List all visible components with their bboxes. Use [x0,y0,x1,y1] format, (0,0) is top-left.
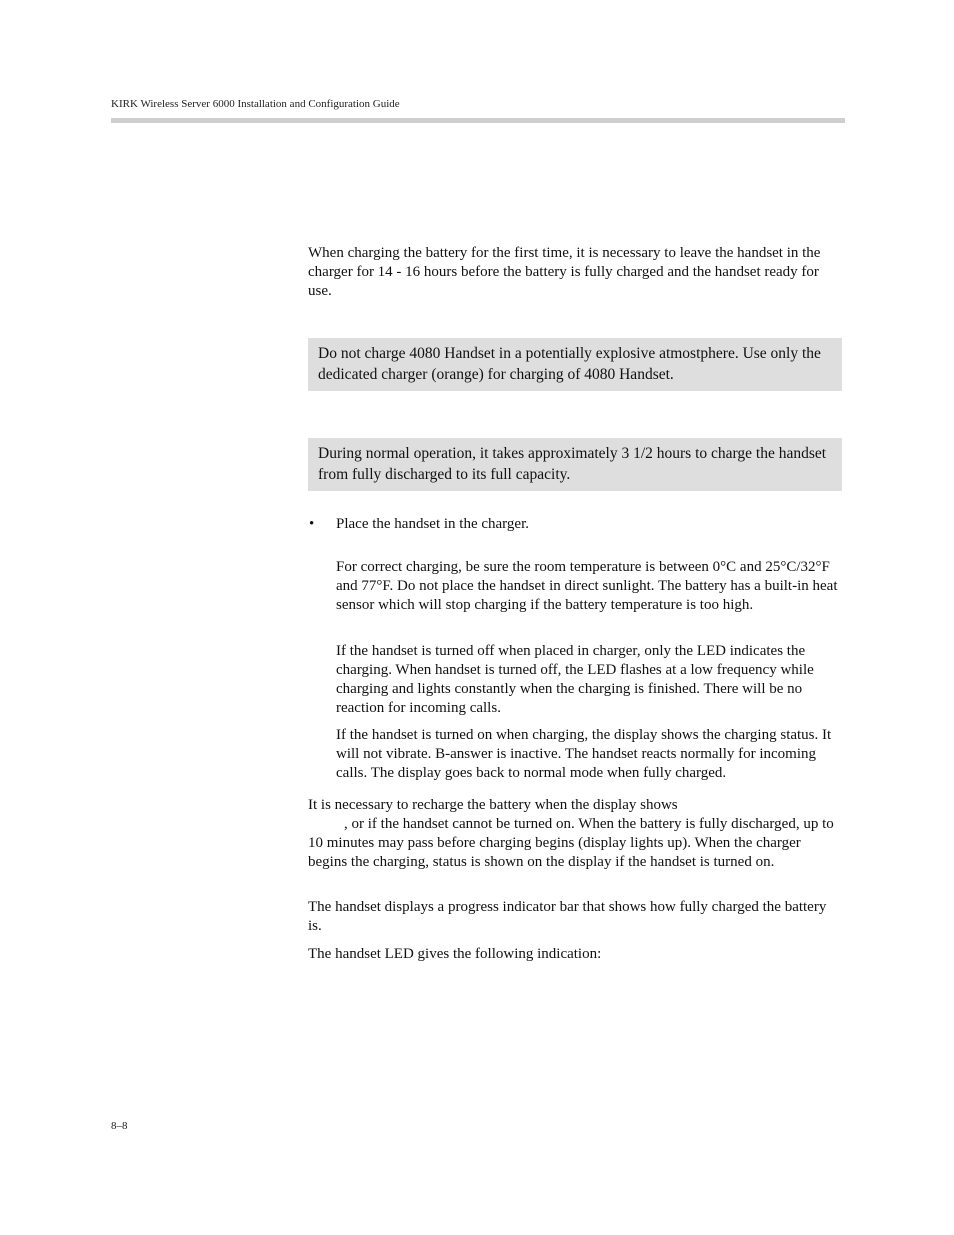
paragraph-progress [308,898,842,936]
bullet-icon: • [309,516,315,532]
paragraph-led-text: The handset LED gives the following indication: [308,946,602,962]
running-header: KIRK Wireless Server 6000 Installation and Configuration Guide [111,98,400,110]
header-rule [111,118,845,123]
paragraph-first-charge-text: When charging the battery for the first time, it is necessary to leave the handset in the charger for 14 - 16 hours before the battery is fully charged and the handset ready for use. [308,245,821,299]
warning-box [308,338,842,391]
recharge-line-1: It is necessary to recharge the battery when the display shows [308,797,678,813]
paragraph-progress-text: The handset displays a progress indicator bar that shows how fully charged the battery is. [308,899,827,934]
paragraph-recharge [308,796,842,872]
paragraph-handset-on-text: If the handset is turned on when charging, the display shows the charging status. It will not vibrate. B-answer is inactive. The handset reacts normally for incoming calls. The display goes back to normal mode when fully charged. [336,727,832,781]
page-number: 8–8 [111,1120,128,1132]
warning-text: Do not charge 4080 Handset in a potentially explosive atmostphere. Use only the dedicated charger (orange) for charging of 4080 Handset. [318,345,821,383]
recharge-line-rest: , or if the handset cannot be turned on. When the battery is fully discharged, up to 10 minutes may pass before charging begins (display lights up). When the charger begins the charging, status is shown on the display if the handset is turned on. [308,816,834,870]
list-item [308,515,842,534]
paragraph-handset-off-text: If the handset is turned off when placed in charger, only the LED indicates the charging. When handset is turned off, the LED flashes at a low frequency while charging and lights constantly when the charging is finished. There will be no reaction for incoming calls. [336,643,814,716]
paragraph-handset-on [336,711,842,798]
bullet-text: Place the handset in the charger. [336,516,529,532]
paragraph-temperature-text: For correct charging, be sure the room temperature is between 0°C and 25°C/32°F and 77°F. Do not place the handset in direct sunlight. The battery has a built-in heat sensor which will stop charging if the battery temperature is too high. [336,559,838,613]
paragraph-first-charge [308,244,842,301]
paragraph-temperature [336,543,842,630]
note-text: During normal operation, it takes approximately 3 1/2 hours to charge the handset from fully discharged to its full capacity. [318,445,827,483]
paragraph-led [308,945,842,964]
bullet-list [308,515,842,534]
note-box [308,438,842,491]
